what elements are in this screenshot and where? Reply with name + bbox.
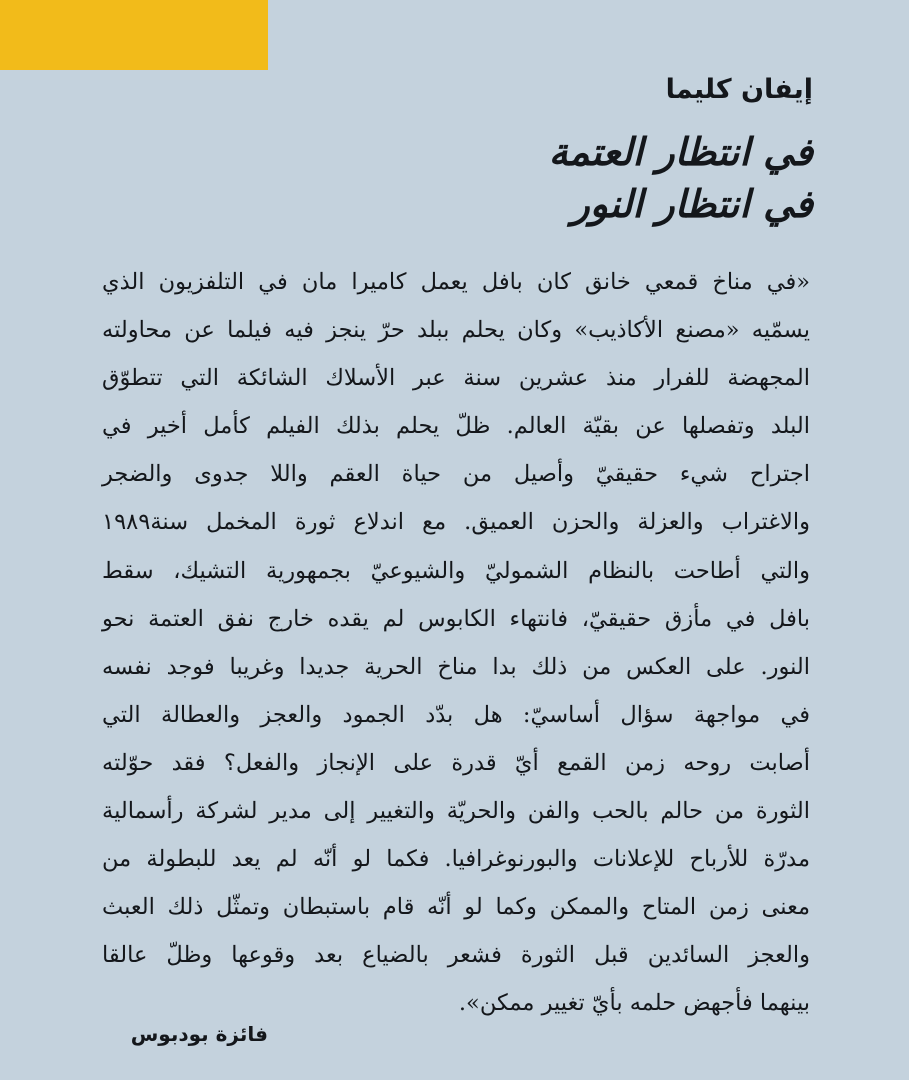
translator-signature: فائزة بودبوس — [130, 1022, 268, 1046]
title-line-2: في انتظار النور — [571, 181, 813, 226]
blurb-line: أصابت روحه زمن القمع أيّ قدرة على الإنجاز والفعل؟ فقد حوّلته — [102, 749, 810, 776]
yellow-accent-block — [0, 0, 268, 70]
blurb-line: المجهضة للفرار منذ عشرين سنة عبر الأسلاك الشائكة التي تتطوّق — [102, 365, 810, 392]
blurb-line: مدرّة للأرباح للإعلانات والبورنوغرافيا. فكما لو أنّه لم يعد للبطولة من — [102, 846, 810, 873]
author-name: إيفان كليما — [665, 74, 813, 105]
blurb-line: البلد وتفصلها عن بقيّة العالم. ظلّ يحلم بذلك الفيلم كأمل أخير في — [102, 413, 810, 440]
blurb-line: والاغتراب والعزلة والحزن العميق. مع اندلاع ثورة المخمل سنة١٩٨٩ — [102, 509, 810, 536]
blurb-line: والعجز السائدين قبل الثورة فشعر بالضياع بعد وقوعها وظلّ عالقا — [102, 942, 810, 969]
title-line-1: في انتظار العتمة — [548, 129, 813, 174]
blurb-line: الثورة من حالم بالحب والفن والحريّة والتغيير إلى مدير لشركة رأسمالية — [102, 798, 810, 825]
blurb-line: في مواجهة سؤال أساسيّ: هل بدّد الجمود والعجز والعطالة التي — [102, 701, 810, 728]
blurb-line: اجتراح شيء حقيقيّ وأصيل من حياة العقم واللا جدوى والضجر — [102, 461, 810, 488]
book-title — [549, 126, 813, 230]
blurb-line: بينهما فأجهض حلمه بأيّ تغيير ممكن». — [458, 990, 810, 1017]
blurb-line: معنى زمن المتاح والممكن وكما لو أنّه قام باستبطان وتمثّل ذلك العبث — [102, 894, 810, 921]
blurb-line: «في مناخ قمعي خانق كان بافل يعمل كاميرا مان في التلفزيون الذي — [102, 269, 810, 295]
blurb-line: والتي أطاحت بالنظام الشموليّ والشيوعيّ بجمهورية التشيك، سقط — [102, 557, 810, 584]
back-cover-blurb — [102, 258, 810, 1028]
blurb-line: بافل في مأزق حقيقيّ، فانتهاء الكابوس لم يقده خارج نفق العتمة نحو — [102, 605, 810, 632]
blurb-line: يسمّيه «مصنع الأكاذيب» وكان يحلم ببلد حرّ ينجز فيه فيلما عن محاولته — [102, 317, 810, 344]
blurb-line: النور. على العكس من ذلك بدا مناخ الحرية جديدا وغريبا فوجد نفسه — [102, 653, 810, 680]
